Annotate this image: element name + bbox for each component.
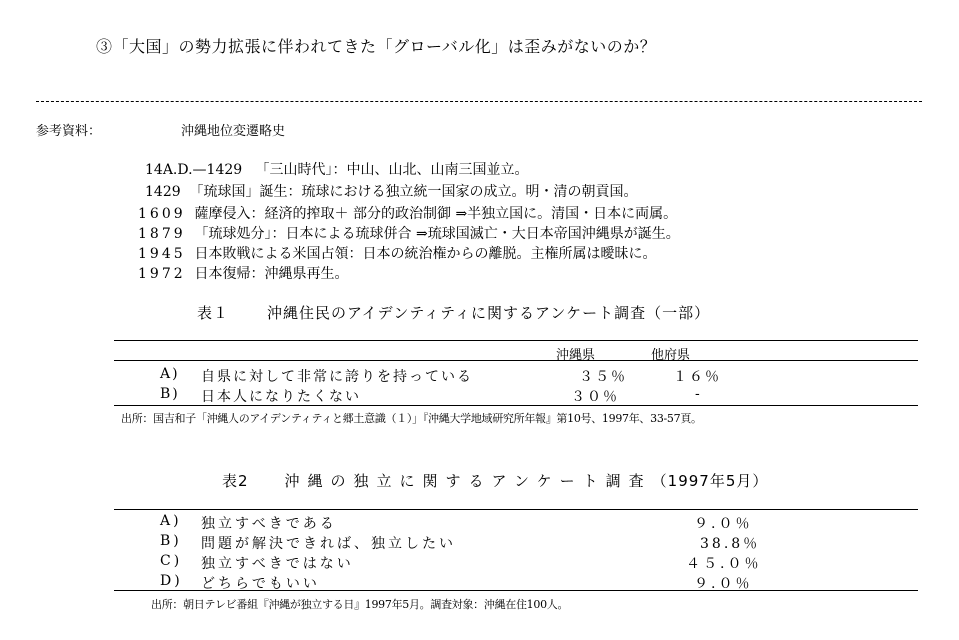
table2-heading: 沖縄の独立に関するアンケート調査 bbox=[284, 472, 652, 490]
table1-title bbox=[197, 302, 710, 323]
table1-row-text: 日本人になりたくない bbox=[201, 389, 361, 405]
table2-row-text: 独立すべきではない bbox=[201, 556, 354, 572]
history-year: 1609 bbox=[138, 206, 186, 222]
table2-row-value: ９.０％ bbox=[694, 576, 753, 592]
table2-source: 出所：朝日テレビ番組『沖縄が独立する日』1997年5月。調査対象：沖縄在住100人。 bbox=[151, 598, 569, 611]
history-text: 日本復帰：沖縄県再生。 bbox=[194, 266, 349, 282]
history-year: 1879 bbox=[138, 226, 186, 242]
reference-title: 沖縄地位変遷略史 bbox=[181, 124, 286, 139]
history-item bbox=[138, 203, 677, 223]
history-text: 「琉球国」誕生：琉球における独立統一国家の成立。明・清の朝貢国。 bbox=[189, 184, 638, 200]
table1-header-rule bbox=[114, 360, 918, 361]
table1-row-text: 自県に対して非常に誇りを持っている bbox=[201, 369, 473, 385]
table1-top-rule bbox=[114, 340, 918, 341]
reference-label: 参考資料： bbox=[36, 124, 102, 139]
table1-row-other: １６％ bbox=[673, 369, 721, 385]
table1-row-okinawa: ３５％ bbox=[579, 369, 627, 385]
table2-top-rule bbox=[114, 509, 918, 510]
table2-row-key: C) bbox=[160, 553, 183, 569]
table1-row-other: - bbox=[695, 386, 702, 402]
history-item bbox=[145, 181, 638, 201]
table1-col-okinawa: 沖縄県 bbox=[556, 348, 596, 363]
history-text: 日本敗戦による米国占領：日本の統治権からの離脱。主権所属は曖昧に。 bbox=[194, 246, 657, 262]
table2-row-text: 問題が解決できれば、独立したい bbox=[201, 536, 456, 552]
history-year: 1945 bbox=[138, 246, 186, 262]
history-text: 「三山時代」：中山、山北、山南三国並立。 bbox=[255, 162, 529, 178]
table1-row-key: A) bbox=[160, 366, 180, 382]
table2-title bbox=[222, 470, 768, 491]
table2-row-key: D) bbox=[160, 573, 183, 589]
history-year: 14A.D.—1429 bbox=[145, 162, 243, 178]
table1-col-other: 他府県 bbox=[651, 348, 691, 363]
table2-row-value: 38.8％ bbox=[700, 536, 761, 552]
table1-label: 表１ bbox=[197, 304, 230, 322]
table1-row-okinawa: ３０％ bbox=[571, 389, 619, 405]
history-year: 1972 bbox=[138, 266, 186, 282]
history-text: 「琉球処分」：日本による琉球併合 ⇒琉球国滅亡・大日本帝国沖縄県が誕生。 bbox=[194, 226, 680, 242]
dashed-divider bbox=[36, 101, 922, 102]
table2-row-key: B) bbox=[160, 533, 182, 549]
table2-row-text: 独立すべきである bbox=[201, 516, 337, 532]
table2-label: 表2 bbox=[222, 472, 249, 490]
table1-bottom-rule bbox=[114, 405, 918, 406]
table1-heading: 沖縄住民のアイデンティティに関するアンケート調査（一部） bbox=[267, 304, 711, 322]
table2-bottom-rule bbox=[114, 590, 918, 591]
table2-row-value: ９.０％ bbox=[694, 516, 753, 532]
table2-row-value: ４５.０％ bbox=[686, 556, 762, 572]
question-heading: ③「大国」の勢力拡張に伴われてきた「グローバル化」は歪みがないのか？ bbox=[96, 37, 657, 56]
history-text: 薩摩侵入：経済的搾取＋ 部分的政治制御 ⇒半独立国に。清国・日本に両属。 bbox=[194, 206, 678, 222]
table2-row-text: どちらでもいい bbox=[201, 576, 320, 592]
table2-date: （1997年5月） bbox=[651, 472, 769, 490]
history-item bbox=[138, 263, 349, 283]
table1-row-key: B) bbox=[160, 386, 180, 402]
history-item bbox=[145, 159, 529, 179]
table1-source: 出所：国吉和子「沖縄人のアイデンティティと郷土意識（１）」『沖縄大学地域研究所年報』第10号、1997年、33-57頁。 bbox=[121, 412, 702, 425]
table2-row-key: A) bbox=[160, 513, 182, 529]
history-item bbox=[138, 223, 680, 243]
history-year: 1429 bbox=[145, 184, 181, 200]
history-item bbox=[138, 243, 657, 263]
